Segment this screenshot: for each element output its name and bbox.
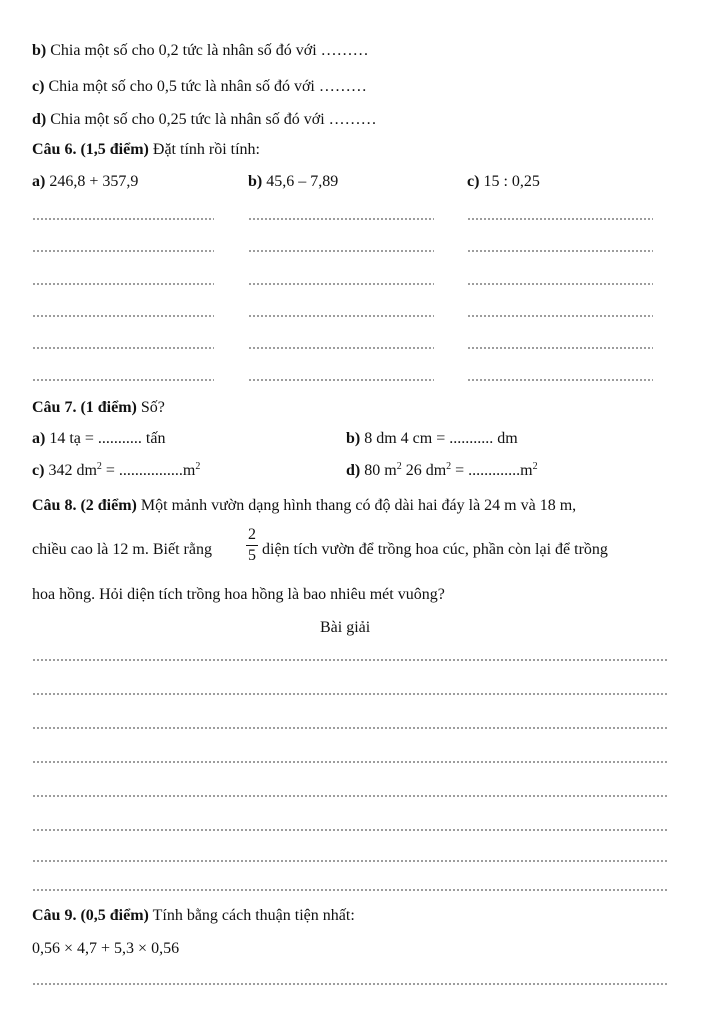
answer-line[interactable] [248,347,434,349]
answer-line[interactable] [32,659,668,661]
answer-line[interactable] [32,315,214,317]
q7-item-a [32,429,165,449]
q7-item-a-label: a) [32,430,46,447]
q7-item-c-text: 342 dm [44,462,97,479]
q6-instruction: Đặt tính rồi tính: [148,141,260,158]
q6-problem-a-label: a) [32,173,46,190]
q8-fraction-denominator: 5 [248,547,256,564]
q7-item-b-unit: dm [493,430,518,447]
q7-item-d-unit: m [520,462,533,479]
q5-item-b-text: Chia một số cho 0,2 tức là nhân số đó với ……… [46,42,369,59]
answer-line[interactable] [32,829,668,831]
answer-line[interactable] [32,727,668,729]
answer-line[interactable] [32,889,668,891]
q8-title: Câu 8. (2 điểm) [32,497,137,514]
q7-item-d [346,461,538,481]
answer-line[interactable] [32,693,668,695]
answer-line[interactable] [467,250,653,252]
q7-item-c-blank[interactable]: ................ [118,462,183,479]
q6-problem-c-label: c) [467,173,480,190]
answer-line[interactable] [248,218,434,220]
answer-line[interactable] [32,379,214,381]
q8-fraction-numerator: 2 [248,526,256,543]
q7-instruction: Số? [136,399,165,416]
q7-item-a-text: 14 tạ = [45,430,98,447]
q7-title: Câu 7. (1 điểm) [32,399,137,416]
q7-item-d-label: d) [346,462,361,479]
q7-item-d-text2: 26 dm [401,462,447,479]
q5-item-d-label: d) [32,111,47,128]
q5-item-d [32,110,377,130]
q7-item-c-unit: m [182,462,196,479]
answer-line[interactable] [467,379,653,381]
fraction-bar [246,545,258,546]
q8-line2-pre: chiều cao là 12 m. Biết rằng [32,541,212,558]
answer-line[interactable] [467,315,653,317]
q7-item-d-sup2: 2 [446,461,452,472]
q7-heading [32,398,165,418]
answer-line[interactable] [32,218,214,220]
q6-problem-b-expr: 45,6 – 7,89 [262,173,339,190]
q6-heading [32,140,260,160]
q7-item-d-equals: = [451,462,469,479]
q5-item-c [32,77,367,97]
q9-expression: 0,56 × 4,7 + 5,3 × 0,56 [32,940,180,957]
answer-line[interactable] [32,250,214,252]
q5-item-b-label: b) [32,42,47,59]
q7-item-a-unit: tấn [141,430,166,447]
answer-line[interactable] [32,347,214,349]
q9-title: Câu 9. (0,5 điểm) [32,907,149,924]
answer-line[interactable] [32,283,214,285]
answer-line[interactable] [248,379,434,381]
q7-item-b-label: b) [346,430,361,447]
q7-item-c-label: c) [32,462,45,479]
q5-item-d-text: Chia một số cho 0,25 tức là nhân số đó với ……… [46,111,377,128]
q7-item-b [346,429,518,449]
answer-line[interactable] [248,315,434,317]
q5-item-c-label: c) [32,78,45,95]
answer-line[interactable] [467,218,653,220]
q6-problem-c-expr: 15 : 0,25 [479,173,540,190]
q8-line1 [32,496,576,516]
q7-item-d-blank[interactable]: ............. [468,462,521,479]
q8-text-1: Một mảnh vườn dạng hình thang có độ dài hai đáy là 24 m và 18 m, [136,497,577,514]
q7-item-c-equals: = [101,462,119,479]
q6-problem-c [467,172,540,192]
q7-item-b-blank[interactable]: ........... [449,430,494,447]
q7-item-c-sup: 2 [96,461,102,472]
q7-item-d-text: 80 m [360,462,397,479]
q8-line3: hoa hồng. Hỏi diện tích trồng hoa hồng là bao nhiêu mét vuông? [32,586,445,603]
q6-problem-a [32,172,138,192]
answer-line[interactable] [467,283,653,285]
q7-item-d-unit-sup: 2 [532,461,538,472]
q9-heading [32,906,355,926]
q7-item-c [32,461,200,481]
q6-problem-b-label: b) [248,173,263,190]
q7-item-c-unit-sup: 2 [195,461,201,472]
q6-problem-b [248,172,338,192]
q9-instruction: Tính bằng cách thuận tiện nhất: [148,907,355,924]
answer-line[interactable] [248,250,434,252]
q6-title: Câu 6. (1,5 điểm) [32,141,149,158]
q7-item-b-text: 8 dm 4 cm = [360,430,450,447]
q8-line2-post: diện tích vườn để trồng hoa cúc, phần còn lại để trồng [262,541,608,558]
answer-line[interactable] [32,761,668,763]
q7-item-d-sup: 2 [396,461,402,472]
answer-line[interactable] [467,347,653,349]
q6-problem-a-expr: 246,8 + 357,9 [45,173,139,190]
answer-line[interactable] [32,795,668,797]
answer-line[interactable] [32,983,668,985]
q8-fraction [245,526,259,565]
solution-heading: Bài giải [320,619,371,636]
answer-line[interactable] [32,860,668,862]
q7-item-a-blank[interactable]: ........... [97,430,142,447]
q5-item-c-text: Chia một số cho 0,5 tức là nhân số đó với ……… [44,78,367,95]
answer-line[interactable] [248,283,434,285]
q5-item-b [32,41,369,61]
